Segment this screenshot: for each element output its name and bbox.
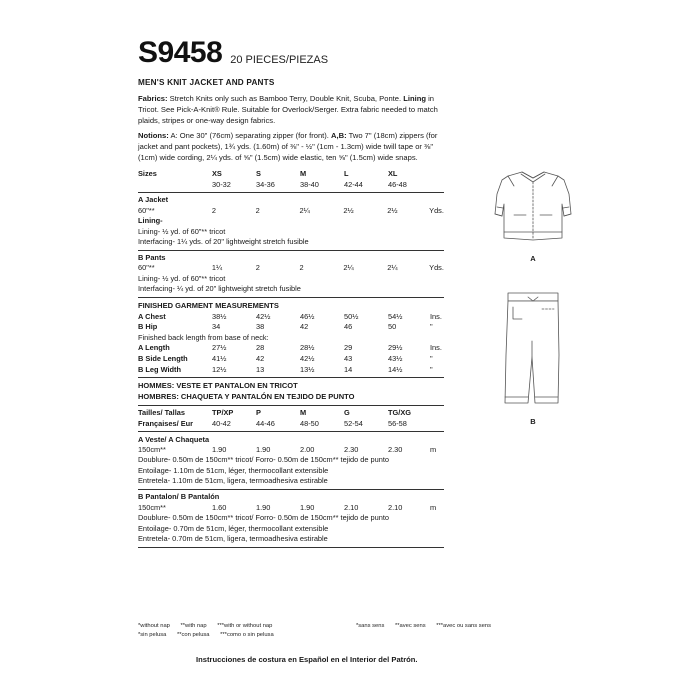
- table-row: [138, 445, 444, 456]
- a-length-4: 29½: [388, 343, 403, 353]
- b-side-3: 43: [344, 353, 353, 363]
- a-chest-2: 46½: [300, 311, 315, 321]
- table-row: [138, 419, 444, 430]
- table-row: [138, 205, 444, 216]
- unit-blank: [430, 408, 444, 419]
- b-yard-0: 1¼: [211, 263, 223, 273]
- tailles-label: Tailles/ Tallas: [138, 408, 185, 418]
- b-side-2: 42½: [300, 353, 315, 363]
- unit-blank: [430, 419, 444, 430]
- pattern-number: S9458: [138, 36, 223, 69]
- table-row: [138, 408, 444, 419]
- fabrics-text: Stretch Knits only such as Bamboo Terry, Double Knit, Scuba, Ponte.: [167, 94, 404, 103]
- francaises-label: Françaises/ Eur: [138, 418, 194, 428]
- euro-code-0: TP/XP: [212, 408, 234, 418]
- euro-val-0: 40-42: [212, 418, 231, 428]
- back-length-note: Finished back length from base of neck:: [138, 332, 269, 342]
- b-hip-3: 46: [344, 322, 353, 332]
- sizes-table: [138, 169, 444, 190]
- unit-blank: [430, 169, 444, 180]
- divider: [138, 297, 444, 298]
- a-length-unit: Ins.: [430, 343, 442, 353]
- size-code-4: XL: [388, 168, 398, 178]
- footnote-blank: [356, 631, 566, 640]
- footnote-fr-2: **avec sens: [394, 623, 426, 629]
- b-yard-1: 2: [255, 263, 260, 273]
- a-chest-1: 42½: [256, 311, 271, 321]
- b-side-length-label: B Side Length: [138, 353, 188, 363]
- footnote-en-2: **with nap: [180, 623, 207, 629]
- b-leg-0: 12½: [212, 364, 227, 374]
- table-row: [138, 343, 444, 354]
- a-m-4: 2.30: [388, 445, 403, 455]
- spanish-instructions-note: Instrucciones de costura en Español en el Interior del Patrón.: [196, 655, 418, 664]
- b-interfacing-text: Interfacing- ¼ yd. of 20" lightweight stretch fusible: [138, 284, 301, 294]
- finished-heading: FINISHED GARMENT MEASUREMENTS: [138, 300, 279, 310]
- a-lining-note: Lining-: [138, 216, 163, 225]
- size-range-2: 38-40: [300, 179, 319, 189]
- table-row: [138, 195, 444, 206]
- b-pants-label: B Pants: [138, 252, 166, 262]
- sizes-label: Sizes: [138, 168, 157, 178]
- a-doublure-text: Doublure- 0.50m de 150cm** tricot/ Forro- 0.50m de 150cm** tejido de punto: [138, 455, 390, 465]
- b-m-3: 2.10: [344, 502, 359, 512]
- sizes-range-label: [138, 179, 212, 190]
- a-veste-label: A Veste/ A Chaqueta: [138, 434, 210, 444]
- b-hip-0: 34: [212, 322, 221, 332]
- a-length-1: 28: [256, 343, 265, 353]
- b-hip-1: 38: [256, 322, 265, 332]
- euro-code-3: G: [344, 408, 350, 418]
- jacket-yardage-table: [138, 195, 444, 216]
- a-entoilage-text: Entoilage- 1.10m de 51cm, léger, thermocollant extensible: [138, 465, 329, 475]
- size-range-3: 42-44: [344, 179, 363, 189]
- b-leg-1: 13: [256, 364, 265, 374]
- euro-sizes-table: [138, 408, 444, 429]
- footnote-english: [138, 622, 356, 631]
- divider: [138, 250, 444, 251]
- a-yard-2: 2¼: [299, 205, 310, 215]
- size-range-4: 46-48: [388, 179, 407, 189]
- footnote-french: [356, 622, 566, 631]
- fabrics-text-2: in Tricot. See Pick-A-Knit® Rule. Suitable for Overlock/Serger. Extra fabric needed to match plaids, stripes or one-way design fabrics.: [138, 94, 438, 125]
- euro-code-4: TG/XG: [388, 408, 411, 418]
- b-lining-text: Lining- ½ yd. of 60"** tricot: [138, 273, 226, 283]
- a-yard-unit: Yds.: [429, 205, 444, 215]
- table-row: [138, 322, 444, 333]
- table-row: [138, 179, 444, 190]
- b-m-2: 1.90: [300, 502, 315, 512]
- a-yard-1: 2: [255, 205, 260, 215]
- size-code-2: M: [300, 168, 307, 178]
- b-150-width: 150cm**: [138, 502, 166, 512]
- b-doublure-text: Doublure- 0.50m de 150cm** tricot/ Forro- 0.50m de 150cm** tejido de punto: [138, 513, 390, 523]
- divider: [138, 377, 444, 378]
- finished-measurements-table: [138, 311, 444, 332]
- table-row: [138, 311, 444, 322]
- jacket-illustration: [478, 160, 588, 252]
- notions-ab-label: A,B:: [331, 131, 347, 141]
- euro-val-4: 56-58: [388, 418, 407, 428]
- b-side-0: 41½: [212, 353, 227, 363]
- a-jacket-label: A Jacket: [138, 195, 169, 205]
- table-row: [138, 364, 444, 375]
- notions-label: Notions:: [138, 131, 169, 141]
- pieces-count: 20 PIECES/PIEZAS: [230, 54, 329, 66]
- b-hip-2: 42: [300, 322, 309, 332]
- b-m-0: 1.60: [212, 502, 227, 512]
- b-yard-unit: Yds.: [429, 263, 444, 273]
- footnote-es-3: ***como o sin pelusa: [220, 631, 274, 638]
- french-pants-table: [138, 492, 444, 513]
- back-length-table: [138, 343, 444, 375]
- a-width: 60"**: [138, 205, 155, 215]
- table-row: [138, 354, 444, 365]
- b-leg-unit: ": [430, 364, 433, 374]
- b-yard-4: 2¼: [387, 263, 398, 273]
- a-lining-text: Lining- ½ yd. of 60"** tricot: [138, 226, 226, 236]
- a-m-0: 1.90: [212, 445, 227, 455]
- a-chest-4: 54½: [388, 311, 403, 321]
- euro-code-2: M: [300, 408, 307, 418]
- b-hip-4: 50: [388, 322, 397, 332]
- a-interfacing-text: Interfacing- 1¼ yds. of 20" lightweight stretch fusible: [138, 237, 309, 247]
- size-code-3: L: [344, 168, 349, 178]
- footnote-es-1: *sin pelusa: [138, 631, 167, 638]
- footnotes: [138, 622, 568, 640]
- a-entretela-text: Entretela- 1.10m de 51cm, ligera, termoadhesiva estirable: [138, 476, 328, 486]
- a-yard-0: 2: [211, 205, 216, 215]
- fabrics-label: Fabrics:: [138, 94, 168, 103]
- a-length-label: A Length: [138, 343, 170, 353]
- size-code-1: S: [256, 168, 261, 178]
- a-m-2: 2.00: [300, 445, 315, 455]
- a-chest-3: 50½: [344, 311, 359, 321]
- a-m-3: 2.30: [344, 445, 359, 455]
- footnote-row-1: [138, 622, 568, 631]
- size-code-0: XS: [212, 168, 222, 178]
- footnote-en-1: *without nap: [138, 623, 170, 629]
- b-side-4: 43½: [388, 353, 403, 363]
- footnote-spanish: [138, 631, 356, 640]
- b-side-1: 42: [256, 353, 265, 363]
- footnote-fr-3: ***avec ou sans sens: [436, 623, 492, 629]
- pants-illustration: [478, 285, 588, 415]
- french-heading: HOMMES: VESTE ET PANTALON EN TRICOT: [138, 380, 298, 390]
- a-yard-4: 2½: [387, 205, 398, 215]
- euro-val-3: 52-54: [344, 418, 363, 428]
- a-chest-unit: Ins.: [430, 311, 442, 321]
- notions-paragraph: [138, 131, 444, 163]
- euro-val-1: 44-46: [256, 418, 275, 428]
- a-chest-0: 38½: [212, 311, 227, 321]
- a-length-2: 28½: [300, 343, 315, 353]
- euro-code-1: P: [256, 408, 261, 418]
- figure-jacket: [478, 160, 588, 263]
- b-m-unit: m: [430, 502, 437, 512]
- divider: [138, 192, 444, 193]
- illustrations: [478, 160, 588, 426]
- french-jacket-table: [138, 434, 444, 455]
- divider: [138, 489, 444, 490]
- table-row: [138, 492, 444, 503]
- footnote-es-2: **con pelusa: [176, 631, 210, 638]
- b-m-1: 1.90: [256, 502, 271, 512]
- table-row: [138, 503, 444, 514]
- unit-blank: [430, 179, 444, 190]
- notions-text: A: One 30" (76cm) separating zipper (for front).: [168, 131, 332, 141]
- table-row: [138, 169, 444, 180]
- b-yard-3: 2¼: [343, 263, 354, 273]
- table-row: [138, 263, 444, 274]
- b-entoilage-text: Entoilage- 0.70m de 51cm, léger, thermocollant extensible: [138, 523, 329, 533]
- lining-label: Lining: [403, 94, 426, 103]
- b-hip-unit: ": [430, 322, 433, 332]
- a-m-1: 1.90: [256, 445, 271, 455]
- table-row: [138, 434, 444, 445]
- header: [138, 38, 328, 68]
- divider: [138, 547, 444, 548]
- figure-caption-b: B: [530, 417, 536, 426]
- a-m-unit: m: [430, 445, 437, 455]
- b-yard-2: 2: [299, 263, 304, 273]
- table-row: [138, 253, 444, 264]
- size-range-0: 30-32: [212, 179, 231, 189]
- a-length-3: 29: [344, 343, 353, 353]
- spec-column: [138, 94, 444, 550]
- divider: [138, 431, 444, 432]
- b-hip-label: B Hip: [138, 322, 158, 332]
- b-leg-3: 14: [344, 364, 353, 374]
- figure-caption-a: A: [530, 254, 536, 263]
- b-leg-4: 14½: [388, 364, 403, 374]
- b-pantalon-label: B Pantalon/ B Pantalón: [138, 492, 220, 502]
- divider: [138, 405, 444, 406]
- fabrics-paragraph: [138, 94, 444, 126]
- b-m-4: 2.10: [388, 502, 403, 512]
- page-title: MEN'S KNIT JACKET AND PANTS: [138, 78, 275, 87]
- footnote-en-3: ***with or without nap: [217, 623, 273, 629]
- blank-cell: [212, 253, 444, 264]
- a-length-0: 27½: [212, 343, 227, 353]
- b-width: 60"**: [138, 263, 155, 273]
- a-150-width: 150cm**: [138, 445, 166, 455]
- spanish-heading: HOMBRES: CHAQUETA Y PANTALÓN EN TEJIDO DE PUNTO: [138, 392, 355, 402]
- b-side-unit: ": [430, 353, 433, 363]
- footnote-row-2: [138, 631, 568, 640]
- footnote-fr-1: *sans sens: [356, 623, 385, 629]
- blank-cell: [212, 195, 444, 206]
- b-leg-2: 13½: [300, 364, 315, 374]
- a-chest-label: A Chest: [138, 311, 166, 321]
- euro-val-2: 48-50: [300, 418, 319, 428]
- pants-yardage-table: [138, 253, 444, 274]
- notions-text-2: Two 7" (18cm) zippers (for jacket and pant pockets), 1¾ yds. (1.60m) of ⅜" - ½" (1cm - 1.3cm) wide twill tape or ⅜" (1cm) wide cording, 2¼ yds. of ⅝" (1.5cm) wide elastic, ten ⅝" (1.5cm) wide snaps.: [138, 131, 438, 162]
- b-entretela-text: Entretela- 0.70m de 51cm, ligera, termoadhesiva estirable: [138, 534, 328, 544]
- figure-pants: [478, 285, 588, 426]
- a-yard-3: 2½: [343, 205, 354, 215]
- size-range-1: 34-36: [256, 179, 275, 189]
- b-leg-width-label: B Leg Width: [138, 364, 182, 374]
